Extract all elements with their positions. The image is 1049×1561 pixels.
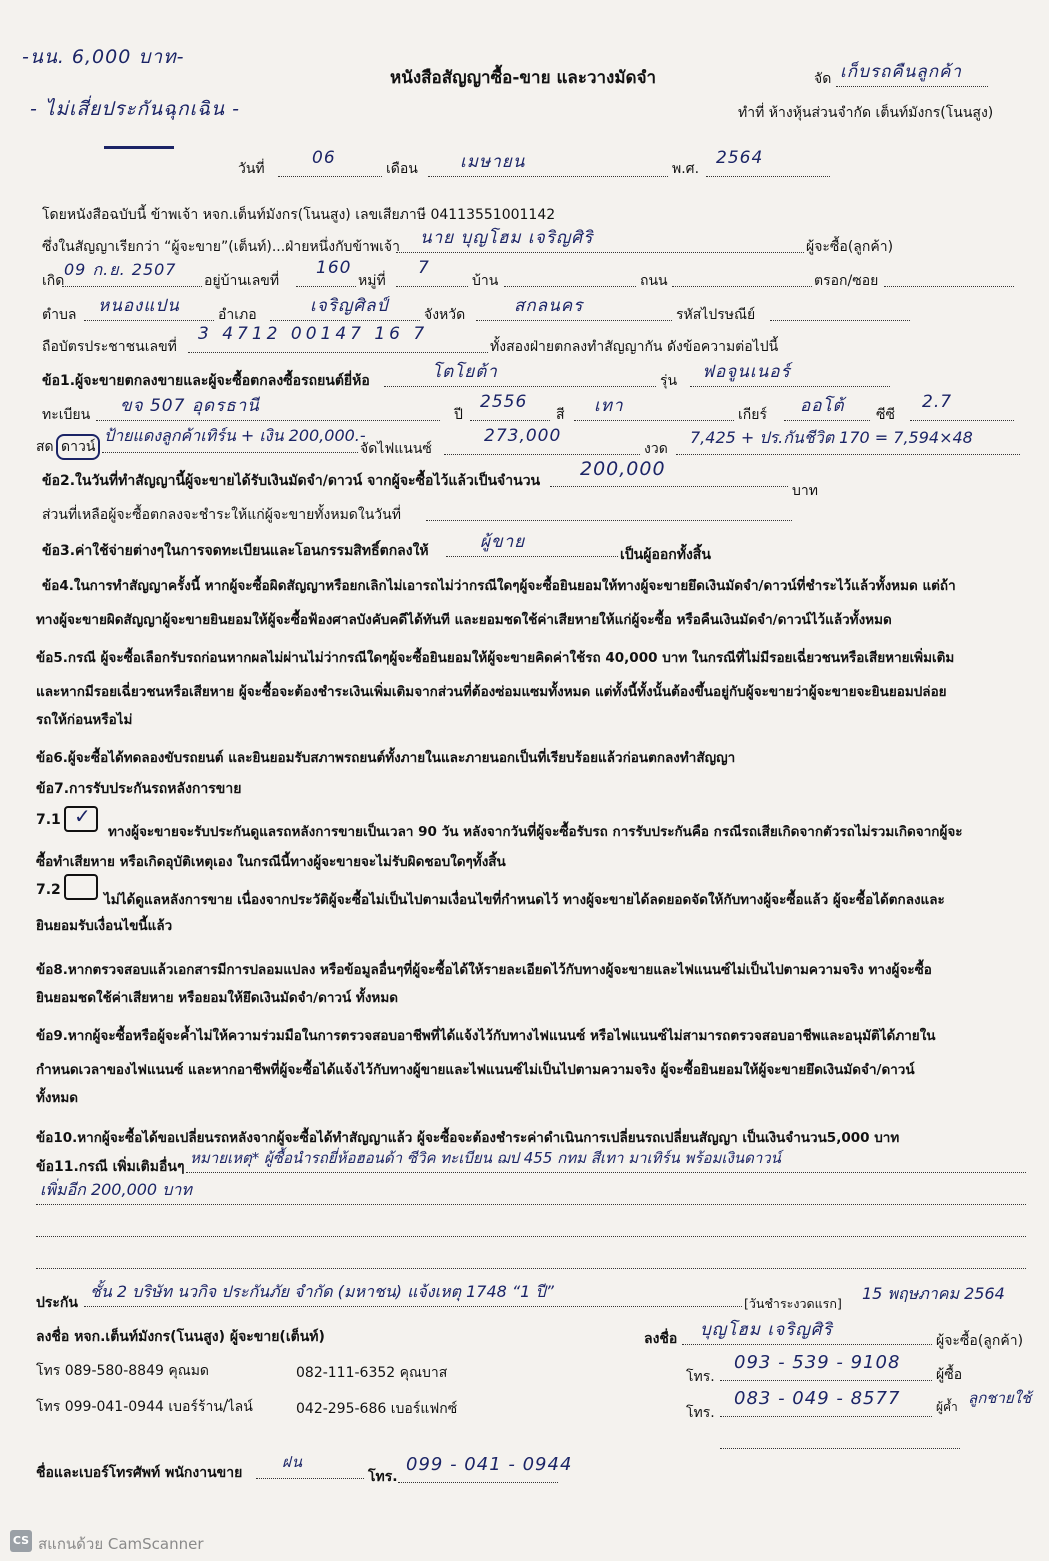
birth-value: 09 ก.ย. 2507 bbox=[64, 260, 177, 279]
buyer-signature: บุญโฮม เจริญศิริ bbox=[700, 1320, 833, 1340]
year-value: 2564 bbox=[716, 148, 764, 168]
insurance-label: ประกัน bbox=[36, 1295, 78, 1311]
cash-label: สด bbox=[36, 439, 54, 455]
clause7-title: ข้อ7.การรับประกันรถหลังการขาย bbox=[36, 781, 242, 797]
clause8-line1: ข้อ8.หากตรวจสอบแล้วเอกสารมีการปลอมแปลง หรือข้อมูลอื่นๆที่ผู้จะซื้อได้ให้รายละเอียดไว้กับทางผู้จะขายและไฟแนนซ์ไม่เป็นไปตามความจริง ทางผู้จะซื้อ bbox=[36, 962, 932, 978]
option-7-1-line2: ซื้อทำเสียหาย หรือเกิดอุบัติเหตุเอง ในกรณีนี้ทางผู้จะขายจะไม่รับผิดชอบใดๆทั้งสิ้น bbox=[36, 854, 506, 870]
finance-value: 273,000 bbox=[484, 426, 562, 446]
province-label: จังหวัด bbox=[424, 307, 466, 323]
guarantor-tel: 083 - 049 - 8577 bbox=[734, 1388, 901, 1409]
year-label: พ.ศ. bbox=[672, 161, 700, 177]
down-label: ดาวน์ bbox=[56, 434, 100, 460]
buyer-tel-role: ผู้ซื้อ bbox=[936, 1367, 963, 1383]
salesperson-name: ฝน bbox=[282, 1453, 304, 1471]
buyer-sign-label: ลงชื่อ bbox=[644, 1331, 678, 1347]
car-gear: ออโต้ bbox=[800, 396, 845, 416]
clause4-line1: ข้อ4.ในการทำสัญญาครั้งนี้ หากผู้จะซื้อผิดสัญญาหรือยกเลิกไม่เอารถไม่ว่ากรณีใดๆผู้จะซื้อยินยอมให้ทางผู้จะขายยึดเงินมัดจำ/ดาวน์ที่ชำระไว้แล้วทั้งหมด แต่ถ้า bbox=[42, 578, 956, 594]
sale-type-label: จัด bbox=[814, 71, 832, 87]
first-due-label: [วันชำระงวดแรก] bbox=[744, 1296, 842, 1311]
id-label: ถือบัตรประชาชนเลขที่ bbox=[42, 339, 177, 355]
option-7-2-checkbox[interactable] bbox=[64, 874, 98, 900]
note-insurance: - ไม่เสี่ยประกันฉุกเฉิน - bbox=[30, 98, 240, 120]
salesperson-label: ชื่อและเบอร์โทรศัพท์ พนักงานขาย bbox=[36, 1465, 243, 1481]
month-value: เมษายน bbox=[460, 152, 526, 172]
car-color-label: สี bbox=[556, 407, 565, 423]
clause4-line2: ทางผู้จะขายผิดสัญญาผู้จะขายยินยอมให้ผู้จะซื้อฟ้องศาลบังคับคดีได้ทันที และยอมชดใช้ค่าเสียหายให้แก่ผู้จะซื้อ หรือคืนเงินมัดจำ/ดาวน์ไว้แล้วทั้งหมด bbox=[36, 612, 892, 628]
car-cc: 2.7 bbox=[922, 392, 953, 412]
guarantor-note: ลูกชายใช้ bbox=[968, 1389, 1032, 1407]
car-year-label: ปี bbox=[454, 407, 463, 423]
camscanner-watermark: สแกนด้วย CamScanner bbox=[38, 1535, 204, 1553]
note-weight: -นน. 6,000 บาท- bbox=[22, 46, 185, 68]
option-7-2-number: 7.2 bbox=[36, 882, 61, 898]
province-value: สกลนคร bbox=[514, 296, 584, 316]
salesperson-tel: 099 - 041 - 0944 bbox=[406, 1454, 573, 1475]
document-title: หนังสือสัญญาซื้อ-ขาย และวางมัดจำ bbox=[390, 68, 657, 88]
deposit-unit: บาท bbox=[792, 483, 818, 499]
clause3-post: เป็นผู้ออกทั้งสิ้น bbox=[620, 547, 711, 563]
gear-label: เกียร์ bbox=[738, 407, 767, 423]
buyer-tel: 093 - 539 - 9108 bbox=[734, 1352, 901, 1373]
salesperson-tel-label: โทร. bbox=[368, 1469, 398, 1485]
down-value: ป้ายแดงลูกค้าเทิร์น + เงิน 200,000.- bbox=[104, 426, 366, 445]
amphoe-value: เจริญศิลป์ bbox=[310, 296, 389, 316]
deposit-amount: 200,000 bbox=[580, 458, 666, 480]
clause2-text: ข้อ2.ในวันที่ทำสัญญานี้ผู้จะขายได้รับเงินมัดจำ/ดาวน์ จากผู้จะซื้อไว้แล้วเป็นจำนวน bbox=[42, 473, 541, 489]
installment-value: 7,425 + ปร.กันชีวิต 170 = 7,594×48 bbox=[690, 428, 973, 447]
clause3-payer: ผู้ขาย bbox=[480, 532, 526, 552]
option-7-1-checkbox[interactable] bbox=[64, 806, 98, 832]
contact-4: 042-295-686 เบอร์แฟกซ์ bbox=[296, 1401, 458, 1417]
clause5-line1: ข้อ5.กรณี ผู้จะซื้อเลือกรับรถก่อนหากผลไม่ผ่านไม่ว่ากรณีใดๆผู้จะซื้อยินยอมให้ผู้จะขายคิดค่าใช้รถ 40,000 บาท ในกรณีที่ไม่มีรอยเฉี่ยวชนหรือเสียหายเพิ่มเติม bbox=[36, 650, 955, 666]
guarantor-role: ผู้ค้ำ bbox=[936, 1400, 958, 1414]
id-value: 3 4712 00147 16 7 bbox=[198, 324, 429, 344]
car-color: เทา bbox=[594, 396, 624, 416]
village-label: บ้าน bbox=[472, 273, 499, 289]
installment-label: งวด bbox=[644, 441, 668, 457]
plate-label: ทะเบียน bbox=[42, 407, 91, 423]
moo-label: หมู่ที่ bbox=[358, 273, 386, 289]
day-label: วันที่ bbox=[238, 161, 265, 177]
intro-line2-pre: ซึ่งในสัญญาเรียกว่า “ผู้จะขาย”(เต็นท์)...ฝ่ายหนึ่งกับข้าพเจ้า bbox=[42, 239, 400, 255]
contact-3: โทร 099-041-0944 เบอร์ร้าน/ไลน์ bbox=[36, 1399, 253, 1415]
clause9-line2: กำหนดเวลาของไฟแนนซ์ และหากอาชีพที่ผู้จะซื้อได้แจ้งไว้กับทางผู้ขายและไฟแนนซ์ไม่เป็นไปตามความจริง ผู้จะซื้อยินยอมให้ผู้จะขายยึดเงินมัดจำ/ดาวน์ bbox=[36, 1062, 915, 1078]
check-mark-icon: ✓ bbox=[74, 804, 92, 828]
contact-1: โทร 089-580-8849 คุณมด bbox=[36, 1363, 210, 1379]
option-7-1-number: 7.1 bbox=[36, 812, 61, 828]
postcode-label: รหัสไปรษณีย์ bbox=[676, 307, 756, 323]
first-due-value: 15 พฤษภาคม 2564 bbox=[862, 1284, 1005, 1303]
clause8-line2: ยินยอมชดใช้ค่าเสียหาย หรือยอมให้ยึดเงินมัดจำ/ดาวน์ ทั้งหมด bbox=[36, 990, 398, 1006]
clause10-text: ข้อ10.หากผู้จะซื้อได้ขอเปลี่ยนรถหลังจากผู้จะซื้อได้ทำสัญญาแล้ว ผู้จะซื้อจะต้องชำระค่าดำเนินการเปลี่ยนรถเปลี่ยนสัญญา เป็นเงินจำนวน5,000 บาท bbox=[36, 1130, 900, 1146]
buyer-name: นาย บุญโฮม เจริญศิริ bbox=[420, 228, 594, 248]
car-year: 2556 bbox=[480, 392, 528, 412]
contract-location: ทำที่ ห้างหุ้นส่วนจำกัด เต็นท์มังกร(โนนสูง) bbox=[738, 105, 994, 121]
house-value: 160 bbox=[316, 258, 352, 278]
car-brand: โตโยต้า bbox=[432, 362, 498, 382]
option-7-2-line2: ยินยอมรับเงื่อนไขนี้แล้ว bbox=[36, 918, 173, 934]
contact-2: 082-111-6352 คุณบาส bbox=[296, 1365, 448, 1381]
guarantor-tel-label: โทร. bbox=[686, 1405, 715, 1421]
option-7-2-line1: ไม่ได้ดูแลหลังการขาย เนื่องจากประวัติผู้จะซื้อไม่เป็นไปตามเงื่อนไขที่กำหนดไว้ ทางผู้จะขายได้ลดยอดจัดให้กับทางผู้จะซื้อแล้ว ผู้จะซื้อได้ตกลงและ bbox=[104, 892, 945, 908]
clause6-text: ข้อ6.ผู้จะซื้อได้ทดลองขับรถยนต์ และยินยอมรับสภาพรถยนต์ทั้งภายในและภายนอกเป็นที่เรียบร้อยแล้วก่อนตกลงทำสัญญา bbox=[36, 750, 736, 766]
clause11-note1: หมายเหตุ* ผู้ซื้อนำรถยี่ห้อฮอนด้า ซีวิค ทะเบียน ฌป 455 กทม สีเทา มาเทิร์น พร้อมเงินดาวน์ bbox=[190, 1149, 781, 1167]
clause5-line3: รถให้ก่อนหรือไม่ bbox=[36, 712, 133, 728]
tambon-value: หนองแปน bbox=[98, 296, 180, 316]
day-value: 06 bbox=[312, 148, 336, 168]
sale-type-value: เก็บรถคืนลูกค้า bbox=[840, 62, 962, 82]
option-7-1-line1: ทางผู้จะขายจะรับประกันดูแลรถหลังการขายเป็นเวลา 90 วัน หลังจากวันที่ผู้จะซื้อรับรถ การรับประกันคือ กรณีรถเสียเกิดจากตัวรถไม่รวมเกิดจากผู้จะ bbox=[108, 824, 963, 840]
finance-label: จัดไฟแนนซ์ bbox=[360, 441, 432, 457]
buyer-tel-label: โทร. bbox=[686, 1369, 715, 1385]
house-label: อยู่บ้านเลขที่ bbox=[204, 273, 280, 289]
clause11-note2: เพิ่มอีก 200,000 บาท bbox=[40, 1180, 192, 1199]
clause11-text: ข้อ11.กรณี เพิ่มเติมอื่นๆ bbox=[36, 1159, 185, 1175]
car-model: ฟอจูนเนอร์ bbox=[702, 362, 791, 382]
clause2-remain: ส่วนที่เหลือผู้จะซื้อตกลงจะชำระให้แก่ผู้จะขายทั้งหมดในวันที่ bbox=[42, 507, 401, 523]
clause1-text: ข้อ1.ผู้จะขายตกลงขายและผู้จะซื้อตกลงซื้อรถยนต์ยี่ห้อ bbox=[42, 373, 370, 389]
camscanner-logo-icon: CS bbox=[10, 1530, 32, 1552]
buyer-role-label: ผู้จะซื้อ(ลูกค้า) bbox=[806, 239, 894, 255]
intro-line1: โดยหนังสือฉบับนี้ ข้าพเจ้า หจก.เต็นท์มังกร(โนนสูง) เลขเสียภาษี 04113551001142 bbox=[42, 207, 556, 223]
clause9-line3: ทั้งหมด bbox=[36, 1090, 79, 1106]
amphoe-label: อำเภอ bbox=[218, 307, 257, 323]
moo-value: 7 bbox=[418, 258, 430, 278]
road-label: ถนน bbox=[640, 273, 668, 289]
cc-label: ซีซี bbox=[876, 407, 896, 423]
clause3-text: ข้อ3.ค่าใช้จ่ายต่างๆในการจดทะเบียนและโอนกรรมสิทธิ์ตกลงให้ bbox=[42, 543, 429, 559]
buyer-sign-role: ผู้จะซื้อ(ลูกค้า) bbox=[936, 1333, 1024, 1349]
id-post-text: ทั้งสองฝ่ายตกลงทำสัญญากัน ดังข้อความต่อไปนี้ bbox=[490, 339, 779, 355]
note-underline bbox=[104, 146, 174, 149]
birth-label: เกิด bbox=[42, 273, 65, 289]
insurance-value: ชั้น 2 บริษัท นวกิจ ประกันภัย จำกัด (มหาชน) แจ้งเหตุ 1748 “1 ปี” bbox=[90, 1282, 554, 1301]
seller-sign-label: ลงชื่อ หจก.เต็นท์มังกร(โนนสูง) ผู้จะขาย(เต็นท์) bbox=[36, 1329, 325, 1345]
month-label: เดือน bbox=[386, 161, 418, 177]
tambon-label: ตำบล bbox=[42, 307, 77, 323]
car-plate: ขจ 507 อุดรธานี bbox=[120, 396, 260, 416]
clause5-line2: และหากมีรอยเฉี่ยวชนหรือเสียหาย ผู้จะซื้อจะต้องชำระเงินเพิ่มเติมจากส่วนที่ต้องซ่อมแซมทั้งหมด แต่ทั้งนี้ทั้งนั้นต้องขึ้นอยู่กับผู้จะขายว่าผู้จะขายจะยินยอมปล่อย bbox=[36, 684, 947, 700]
clause9-line1: ข้อ9.หากผู้จะซื้อหรือผู้จะค้ำไม่ให้ความร่วมมือในการตรวจสอบอาชีพที่ได้แจ้งไว้กับทางไฟแนนซ์ หรือไฟแนนซ์ไม่สามารถตรวจสอบอาชีพและอนุมัติได้ภายใน bbox=[36, 1028, 936, 1044]
soi-label: ตรอก/ซอย bbox=[814, 273, 879, 289]
model-label: รุ่น bbox=[660, 373, 678, 389]
